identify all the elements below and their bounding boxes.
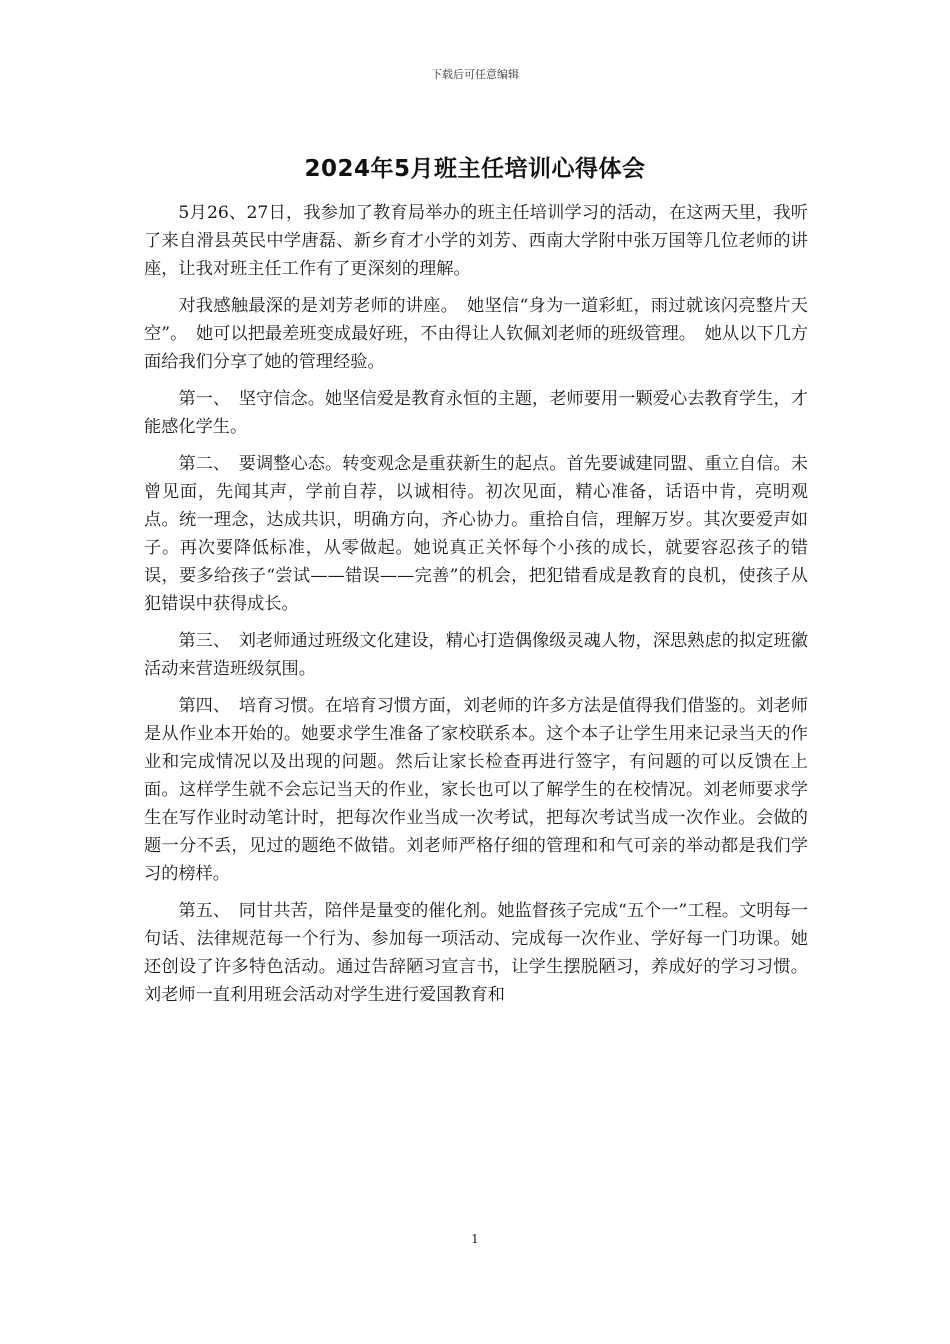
paragraph-second: 第二、 要调整心态。转变观念是重获新生的起点。首先要诚建同盟、重立自信。未曾见面，先闻其声，学前自荐，以诚相待。初次见面，精心准备，话语中肯，亮明观点。统一理念，达成共识，明确方向，齐心协力。重拾自信，理解万岁。其次要爱声如子。再次要降低标准，从零做起。她说真正关怀每个小孩的成长，就要容忍孩子的错误，要多给孩子“尝试——错误——完善”的机会，把犯错看成是教育的良机，使孩子从犯错误中获得成长。: [144, 454, 808, 614]
paragraph-intro: 5月26、27日，我参加了教育局举办的班主任培训学习的活动，在这两天里，我听了来自滑县英民中学唐磊、新乡育才小学的刘芳、西南大学附中张万国等几位老师的讲座，让我对班主任工作有了更深刻的理解。: [144, 203, 808, 279]
paragraph-first: 第一、 坚守信念。她坚信爱是教育永恒的主题，老师要用一颗爱心去教育学生，才能感化学生。: [144, 389, 808, 437]
paragraph-fourth: 第四、 培育习惯。在培育习惯方面，刘老师的许多方法是值得我们借鉴的。刘老师是从作业本开始的。她要求学生准备了家校联系本。这个本子让学生用来记录当天的作业和完成情况以及出现的问题。然后让家长检查再进行签字，有问题的可以反馈在上面。这样学生就不会忘记当天的作业，家长也可以了解学生的在校情况。刘老师要求学生在写作业时动笔计时，把每次作业当成一次考试，把每次考试当成一次作业。会做的题一分不丢，见过的题绝不做错。刘老师严格仔细的管理和和气可亲的举动都是我们学习的榜样。: [144, 696, 808, 884]
page-number: 1: [471, 1232, 479, 1246]
paragraph-fifth: 第五、 同甘共苦，陪伴是量变的催化剂。她监督孩子完成“五个一”工程。文明每一句话、法律规范每一个行为、参加每一项活动、完成每一次作业、学好每一门功课。她还创设了许多特色活动。通过告辞陋习宣言书，让学生摆脱陋习，养成好的学习习惯。刘老师一直利用班会活动对学生进行爱国教育和: [144, 901, 808, 1005]
document-title: 2024年5月班主任培训心得体会: [304, 156, 646, 182]
header-note: 下载后可任意编辑: [431, 68, 519, 81]
paragraph-impression: 对我感触最深的是刘芳老师的讲座。 她坚信“身为一道彩虹，雨过就该闪亮整片天空”。 她可以把最差班变成最好班，不由得让人钦佩刘老师的班级管理。 她从以下几方面给我们分享了她的管理经验。: [144, 296, 808, 372]
document-body: [144, 199, 808, 1009]
paragraph-third: 第三、 刘老师通过班级文化建设，精心打造偶像级灵魂人物，深思熟虑的拟定班徽活动来营造班级氛围。: [144, 631, 808, 679]
